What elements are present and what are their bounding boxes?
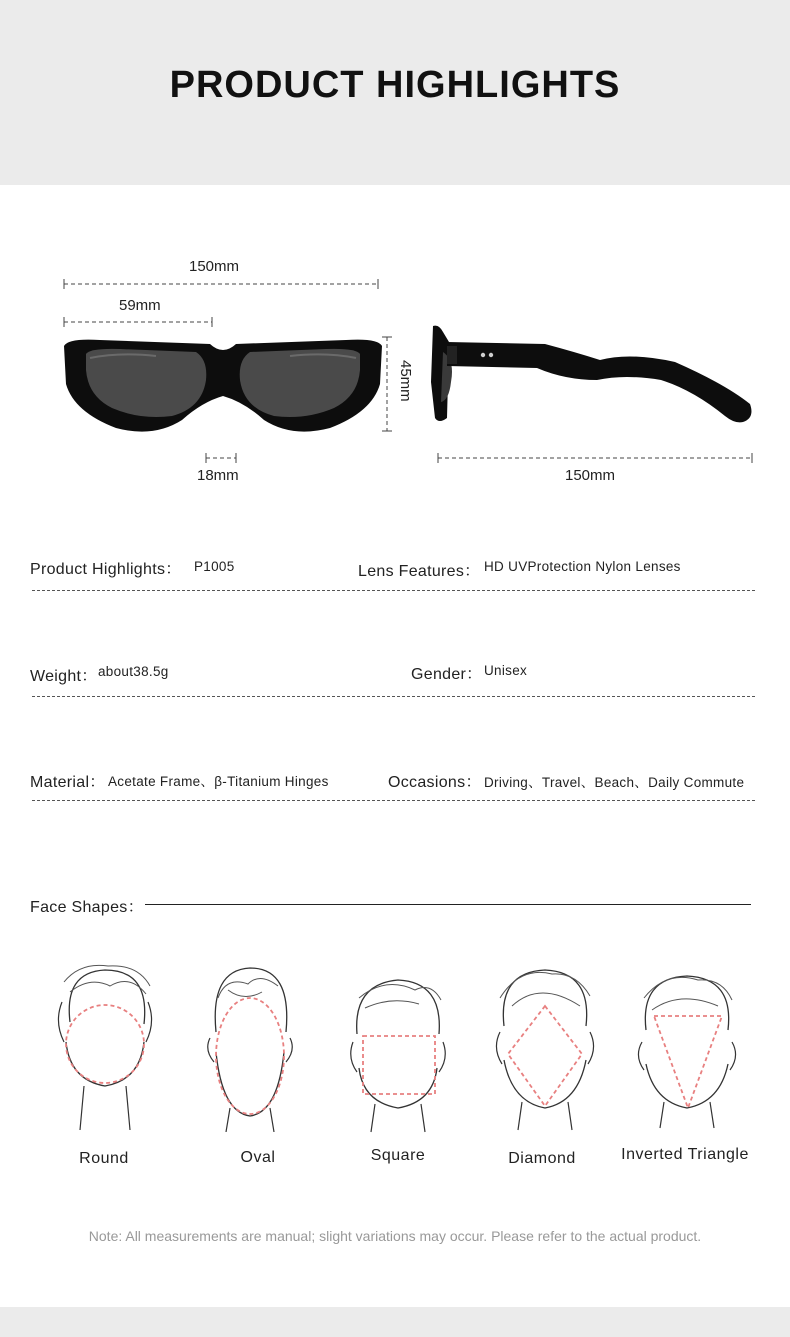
footer-band: [0, 1307, 790, 1337]
lens-features-value: HD UVProtection Nylon Lenses: [484, 559, 681, 574]
material-value: Acetate Frame、β-Titanium Hinges: [108, 774, 329, 789]
glasses-front-view: [60, 334, 386, 436]
occasions-label: Occasions：: [388, 774, 482, 791]
bridge-label: 18mm: [197, 467, 239, 484]
page-title: PRODUCT HIGHLIGHTS: [169, 64, 621, 106]
header-banner: [0, 0, 790, 185]
lens-width-line: [60, 316, 216, 328]
face-shapes-title: Face Shapes：: [30, 899, 144, 916]
product-value: P1005: [194, 559, 235, 574]
total-width-line: [60, 278, 382, 290]
lens-height-line: [380, 334, 394, 434]
divider: [32, 800, 755, 801]
lens-height-label: 45mm: [397, 360, 414, 402]
diamond-face-icon: [490, 966, 600, 1132]
gender-label: Gender：: [411, 666, 483, 683]
divider: [32, 590, 755, 591]
face-label-diamond: Diamond: [508, 1150, 576, 1167]
oval-face-icon: [200, 962, 300, 1132]
gender-value: Unisex: [484, 663, 528, 678]
total-width-label: 150mm: [189, 258, 240, 275]
weight-label: Weight：: [30, 668, 98, 685]
face-label-square: Square: [370, 1147, 426, 1164]
temple-length-line: [434, 452, 756, 464]
product-label: Product Highlights：: [30, 561, 182, 578]
lens-width-label: 59mm: [119, 297, 161, 314]
inverted-triangle-face-icon: [632, 970, 742, 1130]
occasions-value: Driving、Travel、Beach、Daily Commute: [484, 775, 745, 790]
face-label-oval: Oval: [240, 1149, 276, 1166]
weight-value: about38.5g: [98, 664, 169, 679]
square-face-icon: [345, 974, 451, 1134]
lens-features-label: Lens Features：: [358, 563, 481, 580]
material-label: Material：: [30, 774, 106, 791]
divider: [32, 696, 755, 697]
glasses-side-view: [425, 322, 757, 426]
face-shapes-rule: [145, 904, 751, 905]
round-face-icon: [50, 962, 160, 1132]
bridge-line: [202, 452, 240, 464]
temple-length-label: 150mm: [565, 467, 616, 484]
measurement-note: Note: All measurements are manual; slight variations may occur. Please refer to the actual product.: [88, 1228, 702, 1244]
face-label-inverted-triangle: Inverted Triangle: [621, 1146, 749, 1163]
face-label-round: Round: [79, 1150, 129, 1167]
